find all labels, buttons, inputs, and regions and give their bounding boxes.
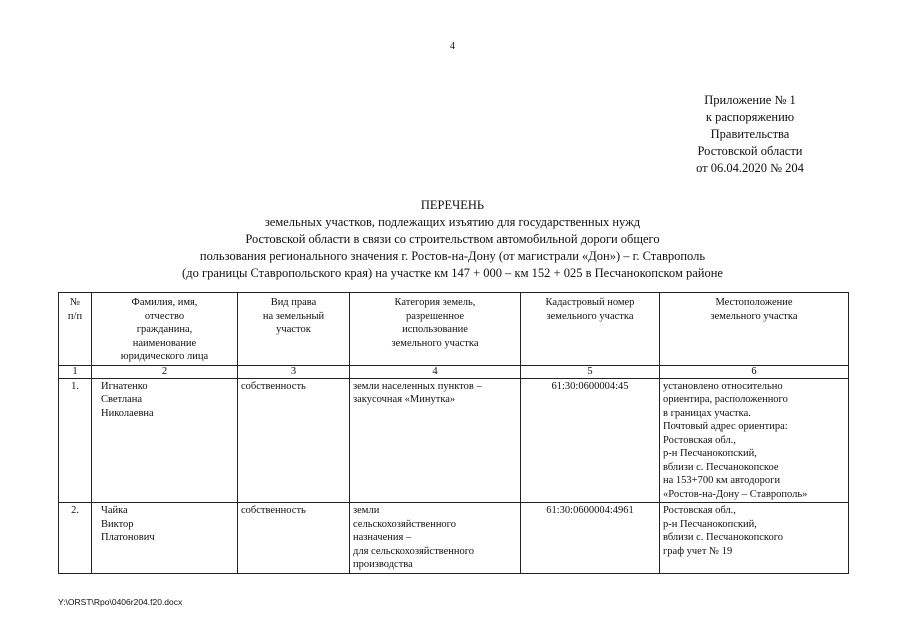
column-number-row [59,365,849,378]
cadastral-number: 61:30:0600004:4961 [521,503,660,574]
appendix-line: Приложение № 1 [704,93,796,107]
column-number: 4 [350,365,521,378]
table-header-row [59,293,849,366]
title-heading: ПЕРЕЧЕНЬ [420,198,485,212]
header-right-type: Вид права на земельный участок [238,293,350,366]
appendix-block [660,92,840,177]
document-title [60,197,845,282]
land-plots-table [58,292,849,574]
header-owner-name: Фамилия, имя, отчество гражданина, наименование юридического лица [92,293,238,366]
row-number: 1. [59,378,92,503]
row-number: 2. [59,503,92,574]
appendix-line: от 06.04.2020 № 204 [696,161,804,175]
header-number: № п/п [59,293,92,366]
column-number: 5 [521,365,660,378]
table-row [59,378,849,503]
column-number: 2 [92,365,238,378]
title-line: Ростовской области в связи со строительством автомобильной дороги общего [245,232,660,246]
right-type: собственность [238,378,350,503]
file-path-footer: Y:\ORST\Rpo\0406r204.f20.docx [58,597,183,607]
land-category: земли сельскохозяйственного назначения – для сельскохозяйственного производства [350,503,521,574]
column-number: 3 [238,365,350,378]
header-cadastral-number: Кадастровый номер земельного участка [521,293,660,366]
right-type: собственность [238,503,350,574]
plot-location: установлено относительно ориентира, расположенного в границах участка. Почтовый адрес ориентира: Ростовская обл., р-н Песчанокопский, вблизи с. Песчанокопское на 153+700 км автодороги «Ростов-на-Дону – Ставрополь» [660,378,849,503]
appendix-line: Ростовской области [697,144,803,158]
header-location: Местоположение земельного участка [660,293,849,366]
header-land-category: Категория земель, разрешенное использование земельного участка [350,293,521,366]
title-line: (до границы Ставропольского края) на участке км 147 + 000 – км 152 + 025 в Песчанокопском районе [182,266,723,280]
appendix-line: к распоряжению [705,110,795,124]
owner-name: Игнатенко Светлана Николаевна [92,378,238,503]
title-line: пользования регионального значения г. Ростов-на-Дону (от магистрали «Дон») – г. Ставрополь [199,249,706,263]
land-category: земли населенных пунктов – закусочная «Минутка» [350,378,521,503]
column-number: 6 [660,365,849,378]
appendix-line: Правительства [710,127,790,141]
table-row [59,503,849,574]
owner-name: Чайка Виктор Платонович [92,503,238,574]
title-line: земельных участков, подлежащих изъятию для государственных нужд [264,215,641,229]
cadastral-number: 61:30:0600004:45 [521,378,660,503]
page-number: 4 [450,41,455,52]
column-number: 1 [59,365,92,378]
plot-location: Ростовская обл., р-н Песчанокопский, вблизи с. Песчанокопского граф учет № 19 [660,503,849,574]
